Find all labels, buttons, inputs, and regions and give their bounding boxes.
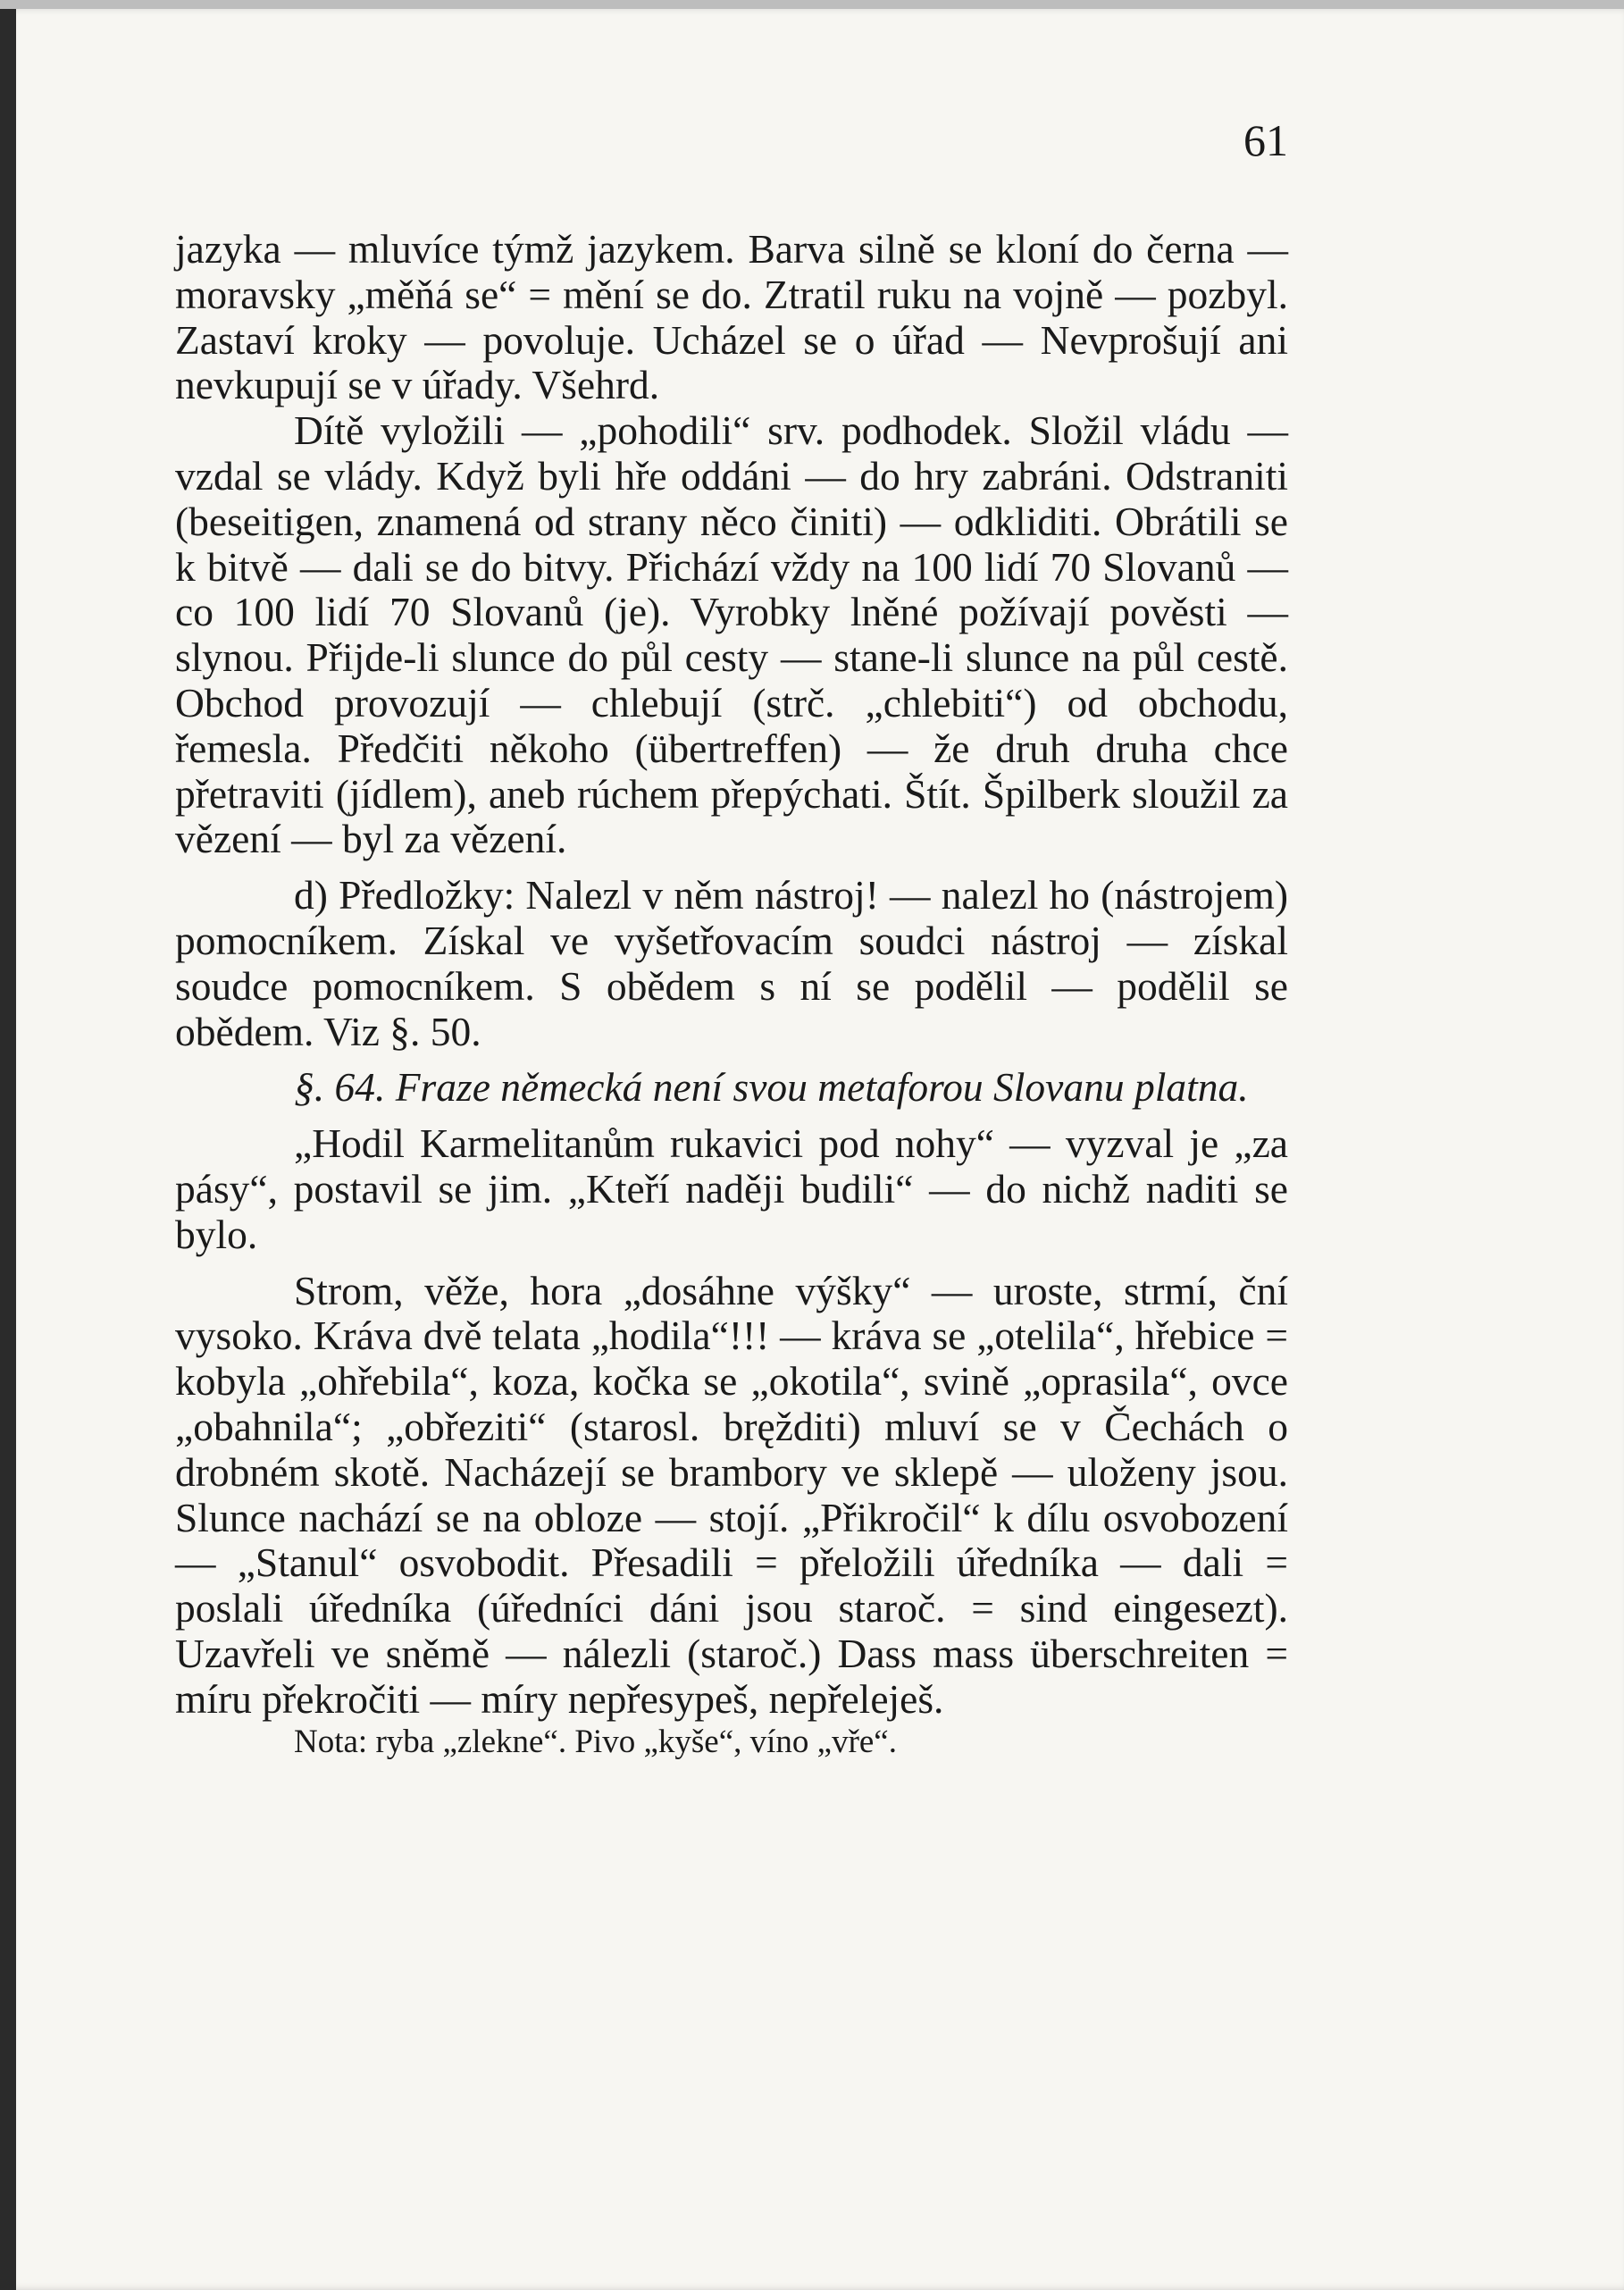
paragraph-1: jazyka — mluvíce týmž jazykem. Barva silně se kloní do černa — moravsky „měňá se“ = mění se do. Ztratil ruku na vojně — pozbyl. Zastaví kroky — povoluje. Ucházel se o úřad — Nevprošují ani nevkupují se v úřady. Všehrd. xyxy=(175,226,1288,408)
paragraph-strom: Strom, věže, hora „dosáhne výšky“ — uroste, strmí, ční vysoko. Kráva dvě telata „hodila“!!! — kráva se „otelila“, hřebice = kobyla „ohřebila“, koza, kočka se „okotila“, svině „oprasila“, ovce „obahnila“; „obřeziti“ (starosl. bręžditi) mluví se v Čechách o drobném skotě. Nacházejí se brambory ve sklepě — uloženy jsou. Slunce nachází se na obloze — stojí. „Přikročil“ k dílu osvobození — „Stanul“ osvobodit. Přesadili = přeložili úředníka — dali = poslali úředníka (úředníci dáni jsou staroč. = sind eingesezt). Uzavřeli ve sněmě — nálezli (staroč.) Dass mass überschreiten = míru překročiti — míry nepřesypeš, nepřeleješ. xyxy=(175,1267,1288,1722)
paragraph-2: Dítě vyložili — „pohodili“ srv. podhodek. Složil vládu — vzdal se vlády. Když byli hře oddáni — do hry zabráni. Odstraniti (beseitigen, znamená od strany něco činiti) — odkliditi. Obrátili se k bitvě — dali se do bitvy. Přichází vždy na 100 lidí 70 Slovanů — co 100 lidí 70 Slovanů (je). Vyrobky lněné požívají pověsti — slynou. Přijde-li slunce do půl cesty — stane-li slunce na půl cestě. Obchod provozují — chlebují (strč. „chlebiti“) od obchodu, řemesla. Předčiti někoho (übertreffen) — že druh druha chce přetraviti (jídlem), aneb rúchem přepýchati. Štít. Špilberk sloužil za vězení — byl za vězení. xyxy=(175,407,1288,862)
footnote-nota: Nota: ryba „zlekne“. Pivo „kyše“, víno „vře“. xyxy=(294,1723,897,1760)
page-top-edge xyxy=(0,0,1624,9)
page-number: 61 xyxy=(1243,115,1288,165)
section-heading-64: §. 64. Fraze německá není svou metaforou Slovanu platna. xyxy=(294,1064,1249,1111)
binding-shadow xyxy=(0,0,16,2290)
body-text xyxy=(175,227,1288,1762)
paragraph-prepositions: d) Předložky: Nalezl v něm nástroj! — nalezl ho (nástrojem) pomocníkem. Získal ve vyšetřovacím soudci nástroj — získal soudce pomocníkem. S obědem s ní se podělil — podělil se obědem. Viz §. 50. xyxy=(175,872,1288,1054)
paragraph-hodil: „Hodil Karmelitanům rukavici pod nohy“ — vyzval je „za pásy“, postavil se jim. „Kteří naději budili“ — do nichž naditi se bylo. xyxy=(175,1120,1288,1257)
